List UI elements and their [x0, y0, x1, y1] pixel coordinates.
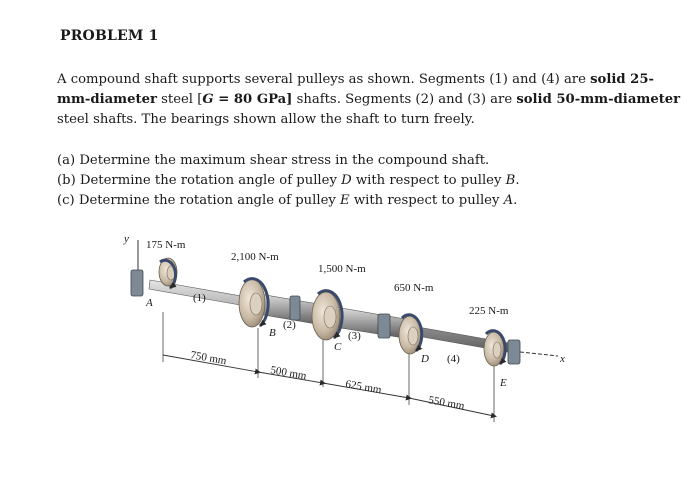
pulley-b	[239, 279, 265, 327]
statement-text: shafts. Segments (2) and (3) are	[292, 92, 517, 107]
y-axis-label: y	[124, 233, 129, 245]
pulley-label-c: C	[334, 341, 342, 353]
question-italic: E	[340, 193, 350, 208]
question-text: .	[513, 193, 518, 208]
problem-statement	[57, 70, 681, 130]
question-text: .	[515, 173, 520, 188]
length-label-1: 750 mm	[189, 349, 228, 368]
segment-label-3: (3)	[348, 330, 361, 342]
statement-text: A compound shaft supports several pulleys as shown. Segments (1) and (4) are	[57, 72, 591, 87]
torque-label-c: 1,500 N-m	[318, 263, 366, 275]
question-text: with respect to pulley	[351, 173, 506, 188]
torque-label-d: 650 N-m	[394, 282, 434, 294]
question-a: (a) Determine the maximum shear stress in the compound shaft.	[57, 153, 490, 168]
segment-label-4: (4)	[447, 353, 460, 365]
statement-bold: = 80 GPa]	[213, 92, 293, 107]
torque-label-b: 2,100 N-m	[231, 251, 279, 263]
bearing-c	[378, 314, 390, 338]
x-axis-label: x	[560, 353, 565, 365]
pulley-c	[312, 292, 340, 340]
x-axis	[520, 352, 565, 365]
statement-bold: solid 50-mm-diameter	[516, 92, 681, 107]
question-italic: B	[505, 173, 516, 188]
bearing-a	[131, 270, 143, 296]
statement-line-1	[57, 70, 667, 90]
pulley-label-a: A	[146, 297, 153, 309]
question-text: with respect to pulley	[349, 193, 504, 208]
pulley-label-b: B	[269, 327, 276, 339]
question-list	[57, 151, 667, 211]
statement-bold: mm-diameter	[57, 92, 157, 107]
statement-line-3: steel shafts. The bearings shown allow the shaft to turn freely.	[57, 112, 475, 127]
pulley-label-d: D	[421, 353, 429, 365]
question-b	[57, 171, 667, 191]
problem-heading: PROBLEM 1	[60, 28, 159, 44]
question-italic: D	[341, 173, 352, 188]
question-text: (b) Determine the rotation angle of pulley	[57, 173, 342, 188]
segment-label-1: (1)	[193, 292, 206, 304]
length-label-4: 550 mm	[427, 394, 466, 413]
torque-label-a: 175 N-m	[146, 239, 186, 251]
torque-label-e: 225 N-m	[469, 305, 509, 317]
statement-line-2	[57, 90, 681, 110]
length-label-3: 625 mm	[344, 378, 383, 397]
statement-bold: solid 25-	[590, 72, 654, 87]
segment-label-2: (2)	[283, 319, 296, 331]
compound-shaft-figure	[115, 228, 585, 433]
question-text: (c) Determine the rotation angle of pulley	[57, 193, 341, 208]
statement-bold-italic: G	[202, 92, 214, 107]
bearing-e	[508, 340, 520, 364]
length-label-2: 500 mm	[269, 364, 308, 383]
question-italic: A	[503, 193, 514, 208]
pulley-label-e: E	[500, 377, 507, 389]
question-c	[57, 191, 667, 211]
statement-text: steel [	[156, 92, 203, 107]
bearing-mid	[290, 296, 300, 320]
